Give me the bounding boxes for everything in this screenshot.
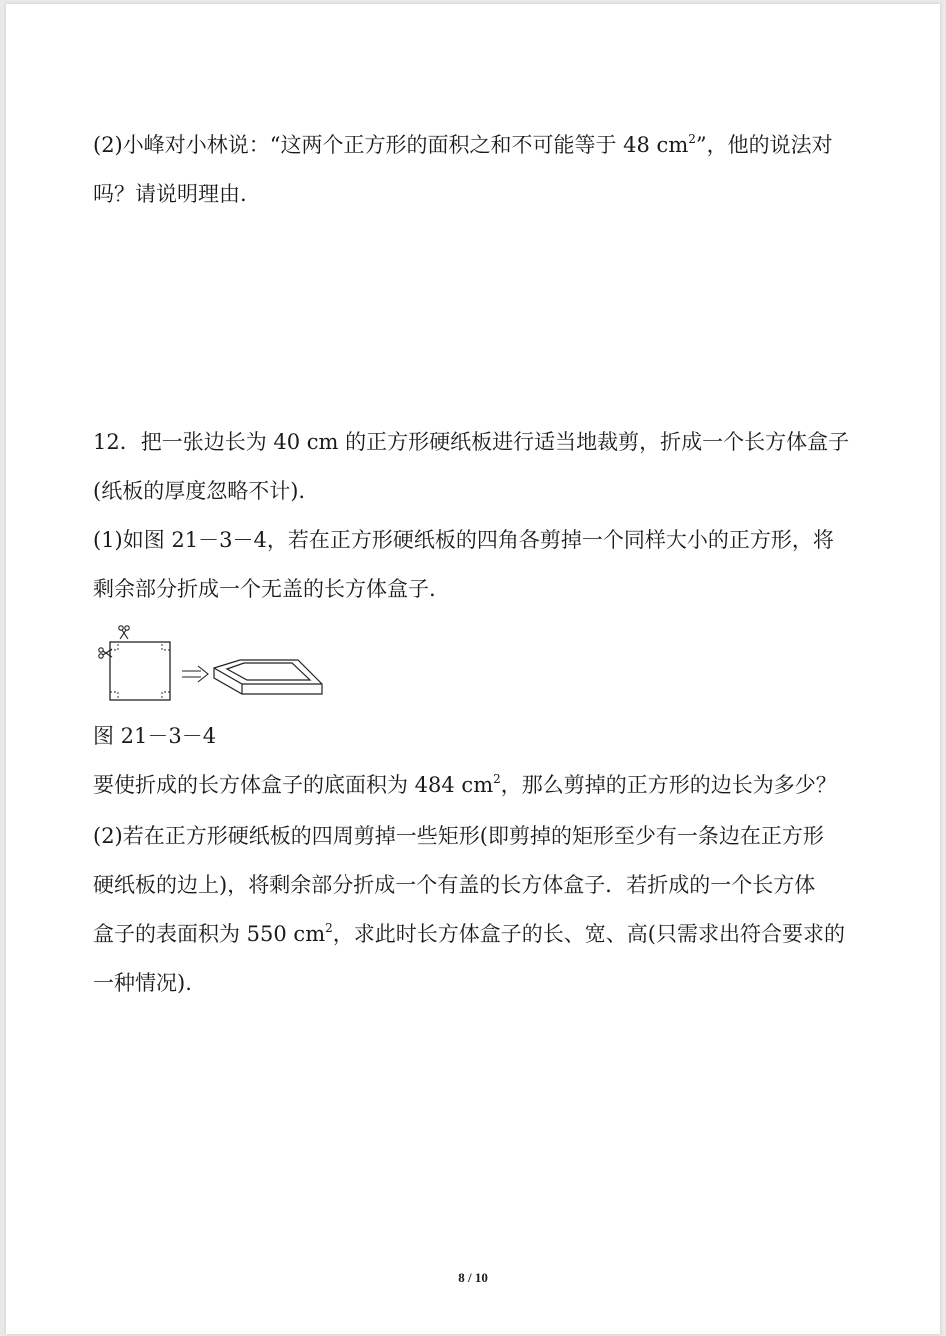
text-run: ，那么剪掉的正方形的边长为多少？ bbox=[500, 773, 837, 797]
text-run: ”，他的说法对 bbox=[695, 133, 833, 157]
page-separator: / bbox=[467, 1270, 472, 1285]
box-folding-figure bbox=[90, 622, 330, 704]
page-number bbox=[6, 1270, 940, 1286]
q12-part1-line2: 剩余部分折成一个无盖的长方体盒子. bbox=[93, 577, 436, 601]
q12-part2-line2: 硬纸板的边上)，将剩余部分折成一个有盖的长方体盒子．若折成的一个长方体 bbox=[93, 873, 816, 897]
text-run: (2)小峰对小林说：“这两个正方形的面积之和不可能等于 48 cm bbox=[93, 133, 689, 157]
open-box-drawing bbox=[214, 660, 322, 694]
current-page: 8 bbox=[458, 1270, 465, 1285]
text-run: 盒子的表面积为 550 cm bbox=[93, 922, 326, 946]
q11-part2-line1 bbox=[93, 131, 833, 159]
figure-caption: 图 21－3－4 bbox=[93, 724, 217, 748]
q12-part2-line3 bbox=[93, 920, 845, 948]
superscript: 2 bbox=[688, 132, 696, 146]
cardboard-square bbox=[110, 642, 170, 700]
q12-stem-line1: 12．把一张边长为 40 cm 的正方形硬纸板进行适当地裁剪，折成一个长方体盒子 bbox=[93, 430, 850, 454]
q12-part2-line1: (2)若在正方形硬纸板的四周剪掉一些矩形(即剪掉的矩形至少有一条边在正方形 bbox=[93, 824, 824, 848]
superscript: 2 bbox=[493, 772, 501, 786]
q11-part2-line2: 吗？请说明理由. bbox=[93, 182, 247, 206]
document-page bbox=[6, 4, 940, 1334]
text-run: 要使折成的长方体盒子的底面积为 484 cm bbox=[93, 773, 494, 797]
q12-part1-question bbox=[93, 771, 837, 799]
q12-stem-line2: (纸板的厚度忽略不计). bbox=[93, 479, 306, 503]
total-pages: 10 bbox=[474, 1270, 488, 1285]
arrow-right-icon bbox=[182, 666, 208, 682]
superscript: 2 bbox=[325, 921, 333, 935]
q12-part1-line1: (1)如图 21－3－4，若在正方形硬纸板的四角各剪掉一个同样大小的正方形，将 bbox=[93, 528, 834, 552]
text-run: ，求此时长方体盒子的长、宽、高(只需求出符合要求的 bbox=[332, 922, 845, 946]
q12-part2-line4: 一种情况). bbox=[93, 971, 192, 995]
corner-cut-marks bbox=[110, 642, 170, 700]
scissors-icon bbox=[119, 626, 129, 639]
